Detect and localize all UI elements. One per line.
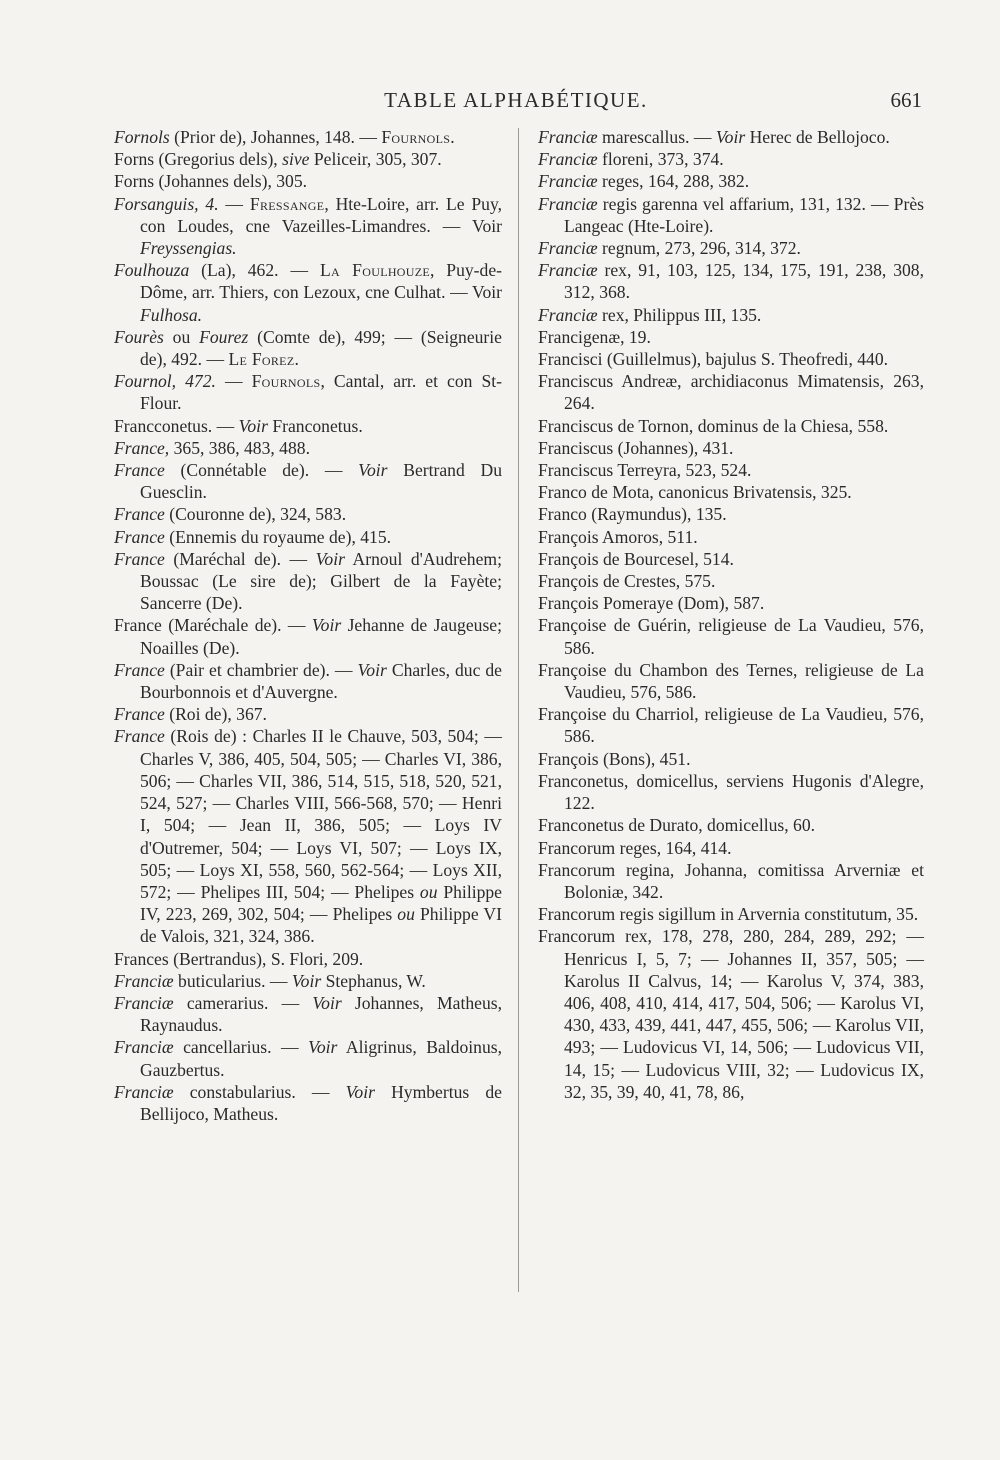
entry-text: François Amoros, 511. bbox=[538, 526, 698, 547]
italic-text: Franciæ bbox=[538, 260, 598, 281]
italic-text: Franciæ bbox=[114, 992, 174, 1013]
italic-text: Franciæ bbox=[538, 238, 598, 259]
italic-text: Franciæ bbox=[114, 1037, 174, 1058]
entry-text: Franco (Raymundus), 135. bbox=[538, 504, 727, 525]
entry-text: Franconetus. bbox=[267, 415, 363, 436]
index-entry bbox=[114, 259, 502, 326]
entry-text: . bbox=[294, 349, 299, 370]
italic-text: Forsanguis, 4. bbox=[114, 193, 219, 214]
italic-text: Fourez bbox=[199, 326, 249, 347]
italic-text: Franciæ bbox=[114, 1081, 174, 1102]
index-entry bbox=[538, 526, 924, 548]
right-column bbox=[538, 126, 924, 1103]
entry-text: camerarius. — bbox=[173, 992, 313, 1013]
entry-text: Franciscus Terreyra, 523, 524. bbox=[538, 460, 752, 481]
italic-text: Voir bbox=[312, 992, 342, 1013]
index-entry bbox=[114, 437, 502, 459]
entry-text: Arnoul d'Audrehem; Boussac (Le sire de); Gilbert de la Fayète; Sancerre (De). bbox=[140, 548, 502, 614]
entry-text: floreni, 373, 374. bbox=[597, 149, 724, 170]
italic-text: Voir bbox=[715, 127, 746, 147]
index-entry bbox=[114, 503, 502, 525]
italic-text: sive bbox=[282, 149, 310, 170]
entry-text: Franconetus, domicellus, serviens Hugonis d'Alegre, 122. bbox=[538, 770, 924, 814]
index-entry bbox=[538, 859, 924, 903]
entry-text: (Prior de), Johannes, 148. — bbox=[169, 127, 382, 147]
page-title: TABLE ALPHABÉTIQUE. bbox=[384, 88, 648, 112]
entry-text: (Rois de) : Charles II le Chauve, 503, 504; — Charles V, 386, 405, 504, 505; — Charles VI, 386, 506; — Charles VII, 386, 514, 515, 518, 520, 521, 524, 527; — Charles VIII, 566-568, 570; — Henri I, 504; — Jean II, 386, 505; — Loys IV d'Outremer, 504; — Loys VI, 507; — Loys IX, 505; — Loys XI, 558, 560, 562-564; — Loys XII, 572; — Phelipes III, 504; — Phelipes bbox=[140, 726, 502, 902]
small-caps-text: Le Forez bbox=[228, 349, 295, 370]
index-entry bbox=[114, 126, 502, 148]
index-entry bbox=[538, 814, 924, 836]
italic-text: France bbox=[114, 548, 165, 569]
entry-text: Franconetus de Durato, domicellus, 60. bbox=[538, 815, 816, 836]
entry-text: Francorum rex, 178, 278, 280, 284, 289, 292; — Henricus I, 5, 7; — Johannes II, 357, 505; — Karolus II Calvus, 14; — Karolus V, 374, 383, 406, 408, 410, 414, 417, 504, 506; — Karolus VI, 430, 433, 439, 441, 447, 455, 506; — Karolus VII, 493; — Ludovicus VI, 14, 506; — Ludovicus VII, 14, 15; — Ludovicus VIII, 32; — Ludovicus IX, 32, 35, 39, 40, 41, 78, 86, bbox=[538, 926, 924, 1102]
index-entry bbox=[538, 348, 924, 370]
italic-text: ou bbox=[419, 881, 438, 902]
entry-text: reges, 164, 288, 382. bbox=[597, 171, 750, 192]
index-entry bbox=[538, 703, 924, 747]
entry-text: , Hte-Loire, arr. Le Puy, con Loudes, cne Vazeilles-Limandres. — Voir bbox=[140, 193, 502, 236]
index-entry bbox=[114, 1081, 502, 1125]
index-entry bbox=[538, 614, 924, 658]
index-entry bbox=[538, 481, 924, 503]
entry-text: regnum, 273, 296, 314, 372. bbox=[597, 238, 801, 259]
entry-text: Franciscus de Tornon, dominus de la Chiesa, 558. bbox=[538, 415, 889, 436]
entry-text: France (Maréchale de). — bbox=[114, 615, 312, 636]
entry-text: cancellarius. — bbox=[173, 1037, 309, 1058]
index-entry bbox=[538, 170, 924, 192]
italic-text: France bbox=[114, 504, 165, 525]
entry-text: Stephanus, W. bbox=[321, 970, 426, 991]
entry-text: Franciscus (Johannes), 431. bbox=[538, 437, 734, 458]
entry-text: . bbox=[450, 127, 455, 147]
entry-text: Johannes, Matheus, Raynaudus. bbox=[140, 992, 503, 1036]
index-entry bbox=[538, 126, 924, 148]
index-entry bbox=[538, 148, 924, 170]
entry-text: constabularius. — bbox=[173, 1081, 346, 1102]
index-entry bbox=[538, 837, 924, 859]
italic-text: Franciæ bbox=[114, 970, 174, 991]
index-entry bbox=[538, 659, 924, 703]
entry-text: Françoise du Charriol, religieuse de La Vaudieu, 576, 586. bbox=[538, 704, 924, 747]
index-entry bbox=[114, 614, 502, 658]
entry-text: François Pomeraye (Dom), 587. bbox=[538, 593, 765, 614]
index-entry bbox=[114, 326, 502, 370]
entry-text: 365, 386, 483, 488. bbox=[169, 437, 310, 458]
italic-text: Voir bbox=[291, 970, 322, 991]
italic-text: Freyssengias. bbox=[140, 238, 237, 259]
entry-text: Jehanne de Jaugeuse; Noailles (De). bbox=[140, 615, 502, 658]
index-entry bbox=[538, 326, 924, 348]
index-entry bbox=[538, 459, 924, 481]
italic-text: France bbox=[114, 526, 165, 547]
italic-text: Franciæ bbox=[538, 171, 598, 192]
small-caps-text: Fournols bbox=[381, 127, 451, 147]
entry-text: , Cantal, arr. et con St-Flour. bbox=[140, 371, 502, 414]
italic-text: Franciæ bbox=[538, 193, 598, 214]
entry-text: — bbox=[215, 371, 252, 392]
entry-text: Forns (Johannes dels), 305. bbox=[114, 171, 308, 192]
entry-text: Hymbertus de Bellijoco, Matheus. bbox=[140, 1081, 502, 1124]
index-entry bbox=[114, 548, 502, 615]
entry-text: (Comte de), 499; — (Seigneurie de), 492. — bbox=[140, 326, 502, 370]
italic-text: Franciæ bbox=[538, 127, 598, 147]
italic-text: Fornols bbox=[114, 127, 170, 147]
entry-text: (Maréchal de). — bbox=[164, 548, 316, 569]
entry-text: François de Crestes, 575. bbox=[538, 571, 716, 592]
index-entry bbox=[114, 703, 502, 725]
entry-text: — bbox=[218, 193, 250, 214]
entry-text: Bertrand Du Guesclin. bbox=[140, 460, 502, 503]
index-entry bbox=[538, 748, 924, 770]
small-caps-text: Fressange bbox=[249, 193, 325, 214]
index-entry bbox=[114, 193, 502, 260]
index-entry bbox=[114, 659, 502, 703]
entry-text: Peliceir, 305, 307. bbox=[309, 149, 442, 170]
left-column bbox=[114, 126, 502, 1125]
index-entry bbox=[114, 1036, 502, 1080]
index-entry bbox=[538, 925, 924, 1103]
index-entry bbox=[114, 725, 502, 947]
entry-text: Aligrinus, Baldoinus, Gauzbertus. bbox=[140, 1037, 502, 1080]
small-caps-text: La Foulhouze bbox=[319, 260, 430, 281]
entry-text: Philippe VI de Valois, 321, 324, 386. bbox=[140, 904, 502, 947]
entry-text: (La), 462. — bbox=[189, 260, 320, 281]
entry-text: Frances (Bertrandus), S. Flori, 209. bbox=[114, 948, 364, 969]
index-entry bbox=[538, 193, 924, 237]
italic-text: Fournol, 472. bbox=[114, 371, 216, 392]
index-entry bbox=[538, 548, 924, 570]
entry-text: Francorum regina, Johanna, comitissa Arverniæ et Boloniæ, 342. bbox=[538, 859, 924, 902]
entry-text: Franciscus Andreæ, archidiaconus Mimatensis, 263, 264. bbox=[538, 371, 924, 414]
italic-text: Voir bbox=[358, 460, 388, 481]
entry-text: rex, Philippus III, 135. bbox=[597, 304, 762, 325]
entry-text: (Roi de), 367. bbox=[164, 704, 267, 725]
italic-text: Franciæ bbox=[538, 304, 598, 325]
column-divider bbox=[518, 128, 519, 1292]
running-header bbox=[110, 84, 922, 118]
entry-text: Françoise du Chambon des Ternes, religieuse de La Vaudieu, 576, 586. bbox=[538, 659, 924, 703]
italic-text: France bbox=[114, 659, 165, 680]
italic-text: Voir bbox=[238, 415, 268, 436]
italic-text: Voir bbox=[315, 548, 345, 569]
italic-text: France bbox=[114, 460, 165, 481]
italic-text: Fourès bbox=[114, 326, 164, 347]
entry-text: Charles, duc de Bourbonnois et d'Auvergne. bbox=[140, 659, 502, 703]
index-entry bbox=[114, 415, 502, 437]
entry-text: (Ennemis du royaume de), 415. bbox=[164, 526, 392, 547]
italic-text: ou bbox=[397, 904, 415, 925]
entry-text: regis garenna vel affarium, 131, 132. — Près Langeac (Hte-Loire). bbox=[564, 193, 924, 236]
page-number: 661 bbox=[890, 88, 922, 112]
entry-text: rex, 91, 103, 125, 134, 175, 191, 238, 308, 312, 368. bbox=[564, 260, 924, 303]
index-entry bbox=[538, 304, 924, 326]
entry-text: (Couronne de), 324, 583. bbox=[164, 504, 347, 525]
index-entry bbox=[114, 992, 502, 1036]
index-entry bbox=[114, 370, 502, 414]
entry-text: ou bbox=[163, 326, 200, 347]
entry-text: Forns (Gregorius dels), bbox=[114, 149, 283, 170]
index-entry bbox=[538, 503, 924, 525]
index-entry bbox=[114, 970, 502, 992]
index-entry bbox=[538, 592, 924, 614]
italic-text: Voir bbox=[311, 615, 342, 636]
entry-text: Françoise de Guérin, religieuse de La Vaudieu, 576, 586. bbox=[538, 615, 924, 658]
index-entry bbox=[538, 437, 924, 459]
index-entry bbox=[538, 259, 924, 303]
entry-text: Francorum reges, 164, 414. bbox=[538, 837, 732, 858]
index-entry bbox=[538, 370, 924, 414]
entry-text: Franco de Mota, canonicus Brivatensis, 325. bbox=[538, 482, 852, 503]
entry-text: , Puy-de-Dôme, arr. Thiers, con Lezoux, cne Culhat. — Voir bbox=[140, 260, 502, 303]
italic-text: Voir bbox=[345, 1081, 375, 1102]
index-entry bbox=[538, 237, 924, 259]
entry-text: Philippe IV, 223, 269, 302, 504; — Phelipes bbox=[140, 881, 502, 925]
italic-text: Foulhouza bbox=[114, 260, 190, 281]
index-entry bbox=[538, 903, 924, 925]
index-entry bbox=[114, 459, 502, 503]
index-entry bbox=[114, 148, 502, 170]
entry-text: Francisci (Guillelmus), bajulus S. Theofredi, 440. bbox=[538, 349, 889, 370]
italic-text: Franciæ bbox=[538, 149, 598, 170]
italic-text: France bbox=[114, 726, 165, 747]
entry-text: buticularius. — bbox=[173, 970, 292, 991]
italic-text: Voir bbox=[308, 1037, 338, 1058]
small-caps-text: Fournols bbox=[251, 371, 321, 392]
entry-text: Francorum regis sigillum in Arvernia constitutum, 35. bbox=[538, 904, 919, 925]
index-entry bbox=[538, 415, 924, 437]
italic-text: Fulhosa. bbox=[140, 304, 203, 325]
index-entry bbox=[538, 770, 924, 814]
index-entry bbox=[114, 948, 502, 970]
entry-text: François de Bourcesel, 514. bbox=[538, 548, 734, 569]
entry-text: (Connétable de). — bbox=[164, 460, 359, 481]
italic-text: France bbox=[114, 704, 165, 725]
entry-text: François (Bons), 451. bbox=[538, 748, 691, 769]
entry-text: Francigenæ, 19. bbox=[538, 326, 651, 347]
italic-text: France, bbox=[114, 437, 170, 458]
entry-text: marescallus. — bbox=[597, 127, 716, 147]
index-entry bbox=[538, 570, 924, 592]
entry-text: Francconetus. — bbox=[114, 415, 239, 436]
italic-text: Voir bbox=[357, 659, 387, 680]
index-entry bbox=[114, 170, 502, 192]
entry-text: (Pair et chambrier de). — bbox=[164, 659, 358, 680]
entry-text: Herec de Bellojoco. bbox=[745, 127, 890, 147]
index-entry bbox=[114, 526, 502, 548]
